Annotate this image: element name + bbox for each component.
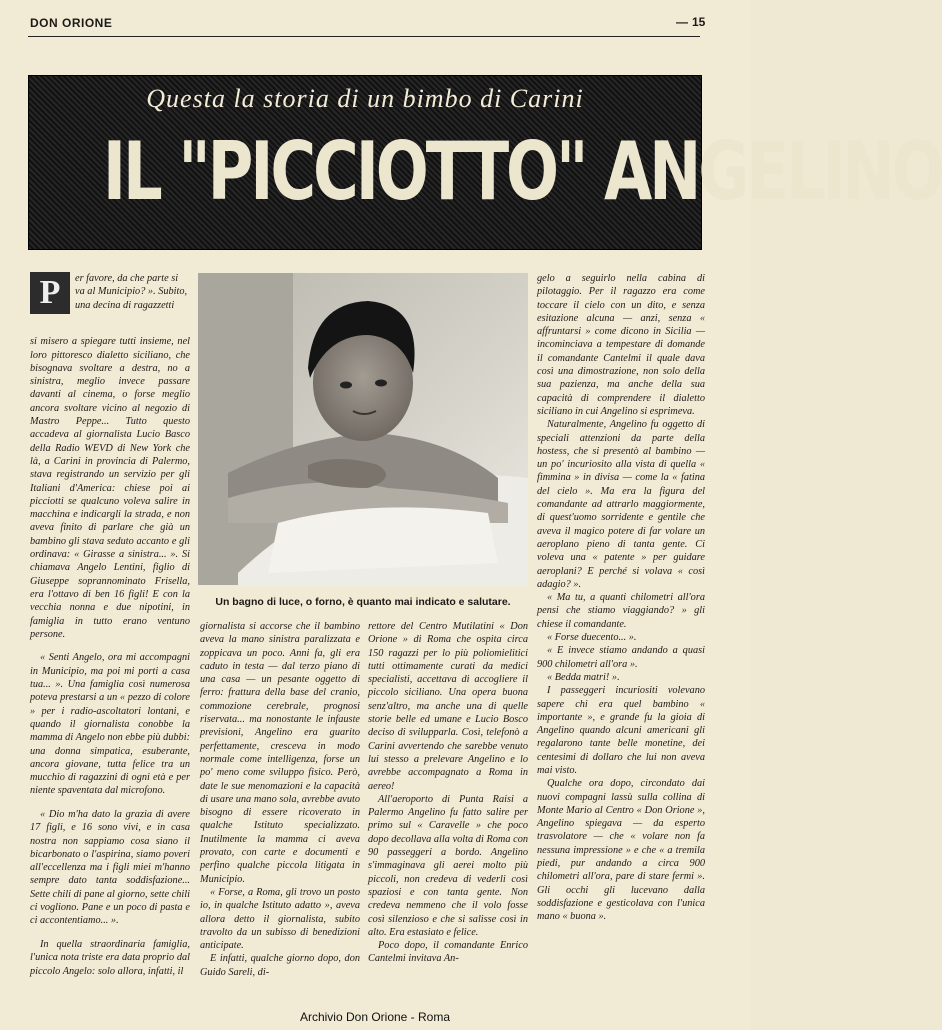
article-headline: IL "PICCIOTTO" ANGELINO — [102, 125, 942, 218]
paragraph: « Forse, a Roma, gli trovo un posto io, in qualche Istituto adatto », aveva allora detto il giornalista, subito travolto da un subisso di benedizioni anticipate. — [200, 886, 360, 952]
article-subtitle: Questa la storia di un bimbo di Carini — [146, 84, 584, 113]
paragraph: I passeggeri incuriositi volevano sapere chi era quel bambino « importante », e grande fu la gioia di Angelino quando alcuni americani gli regalarono tante belle monetine, dei centesimi di dollaro che lui non aveva mai visto. — [537, 685, 705, 776]
paragraph: si misero a spiegare tutti insieme, nel loro pittoresco dialetto siciliano, che bisognava svoltare a destra, no a sinistra, meglio invece passare davanti al cinema, o forse meglio ancora svoltare vicino al negozio di Mastro Peppe... Tutto questo accadeva al giornalista Lucio Basco della Radio WEVD di New York che là, a Carini in provincia di Palermo, stava registrando un servizio per gli Italiani d'America: chiese poi ai picciotti se qualcuno voleva salire in macchina e indicargli la strada, e non aveva finito di parlare che già un bambino gli stava seduto accanto e gli ordinava: « Girasse a sinistra... ». Si chiamava Angelo Lentini, figlio di Giuseppe soprannominato Frisella, era l'ottavo di ben 16 figli! E con la vecchia nonna e due nipotini, in famiglia in tutto erano ventuno persone. — [30, 336, 190, 640]
column-1-body — [30, 325, 190, 988]
paragraph: « Senti Angelo, ora mi accompagni in Municipio, ma poi mi porti a casa tua... ». Una famiglia così numerosa poteva prestarsi a un « pezzo di colore » per i radio-ascoltatori lontani, e quando il giornalista conobbe la mamma di Angelo non ebbe più dubbi: una donna simpatica, esuberante, ancora giovane, tutta felice tra un mucchio di ragazzini di ogni età e per niente spaventata dal microfono. — [30, 652, 190, 797]
page-number-dash: — — [676, 15, 688, 29]
boy-photo-illustration — [198, 273, 528, 585]
column-3 — [368, 620, 528, 966]
header-rule — [28, 36, 700, 37]
paragraph: « Ma tu, a quanti chilometri all'ora pensi che stiamo viaggiando? » gli chiese il comandante. — [537, 592, 705, 630]
column-1-intro: er favore, da che parte si va al Municipio? ». Subito, una decina di ragazzetti — [75, 273, 188, 311]
paragraph: gelo a seguirlo nella cabina di pilotaggio. Per il ragazzo era come toccare il cielo con un dito, e senza esitazione alcuna — anzi, senza « affruntarsi » come dicono in Sicilia — incominciava a tempestare di domande il comandante Cantelmi il quale dava così una dimostrazione, non solo della sua pazienza, ma anche della sua capacità di comprendere il dialetto siciliano in cui Angelino si esprimeva. — [537, 273, 705, 417]
paragraph: All'aeroporto di Punta Raisi a Palermo Angelino fu fatto salire per primo sul « Caravelle » che poco dopo decollava alla volta di Roma con 90 passeggeri a bordo. Angelino s'immaginava gli aerei molto più piccoli, non credeva di vederli così spaziosi e con tanta gente. Non credeva nemmeno che il volo fosse così silenzioso e che si salisse così in alto. Era estasiato e felice. — [368, 793, 528, 938]
paragraph: Qualche ora dopo, circondato dai nuovi compagni lassù sulla collina di Monte Mario al Centro « Don Orione », Angelino spiegava — da esperto trasvolatore — che « volare non fa nessuna impressione » e che « a tremila piedi, pur andando a circa 900 chilometri all'ora, pare di stare fermi ». Gli occhi gli lucevano dalla soddisfazione e gesticolava con l'unica mano « buona ». — [537, 778, 705, 923]
page-number — [676, 15, 705, 29]
paragraph: « E invece stiamo andando a quasi 900 chilometri all'ora ». — [537, 645, 705, 670]
paragraph: Poco dopo, il comandante Enrico Cantelmi invitava An- — [368, 940, 528, 965]
paragraph: E infatti, qualche giorno dopo, don Guido Sareli, di- — [200, 953, 360, 978]
archive-footer: Archivio Don Orione - Roma — [299, 1010, 451, 1024]
title-banner — [28, 75, 942, 250]
paragraph: « Forse duecento... ». — [547, 632, 637, 644]
column-2 — [200, 620, 360, 979]
photo-caption: Un bagno di luce, o forno, è quanto mai indicato e salutare. — [215, 596, 511, 608]
paragraph: rettore del Centro Mutilatini « Don Orione » di Roma che ospita circa 150 ragazzi per lo più poliomielitici tutti ottimamente curati da medici specialisti, accettava di accogliere il piccolo siciliano. Una opera buona senz'altro, ma anche una di quelle storie belle ed umane e Lucio Bosco deciso di svilupparla. Così, telefonò a Carini avvertendo che sarebbe venuto lui stesso a prelevare Angelino e lo avrebbe accompagnato a Roma in aereo! — [368, 621, 528, 792]
column-4 — [537, 272, 705, 924]
paragraph: giornalista si accorse che il bambino aveva la mano sinistra paralizzata e zoppicava un poco. Anni fa, gli era caduto in testa — dal terzo piano di una casa — un pesante oggetto di ferro: frattura della base del cranio, commozione cerebrale, prognosi riservata... ma nonostante le infauste previsioni, Angelino era guarito perfettamente, cresceva in modo normale come intelligenza, forse un po' meno come sviluppo fisico. Però, date le sue menomazioni e la capacità di usare una mano sola, avrebbe avuto bisogno di essere ricoverato in qualche Istituto specializzato. Inutilmente la mamma ci aveva provato, con carte e documenti e perfino qualche piccola litigata in Municipio. — [200, 621, 360, 885]
boy-photo — [198, 273, 528, 585]
page-number-value: 15 — [692, 15, 706, 29]
magazine-name: DON ORIONE — [30, 16, 113, 30]
paragraph: « Dio m'ha dato la grazia di avere 17 figli, e 16 sono vivi, e in casa nostra non sappiamo cosa siano il bicarbonato o l'aspirina, siamo poveri all'eccellenza ma i figli miei m'hanno sempre dato tanta soddisfazione... Sette chili di pane al giorno, sette chili ci vogliono. Pane e un poco di pasta e ci accontentiamo... ». — [30, 808, 190, 927]
drop-cap: P — [30, 272, 70, 314]
paragraph: « Bedda matri! ». — [547, 671, 620, 683]
paragraph: Naturalmente, Angelino fu oggetto di speciali attenzioni da parte della hostess, che si presentò al bambino — un po' incuriosito alla vista di quella « fimmina » in divisa — come la « fatina del cielo ». Ma era la figura del comandante ad attrarlo maggiormente, di quest'uomo sorridente e gentile che aveva il magico potere di far volare un aeroplano pieno di tanta gente. Ci voleva una « patente » per guidare aeroplani? E perché si volava « così adagio? ». — [537, 419, 705, 590]
paragraph: In quella straordinaria famiglia, l'unica nota triste era data proprio dal piccolo Angelo: solo allora, infatti, il — [30, 938, 190, 977]
